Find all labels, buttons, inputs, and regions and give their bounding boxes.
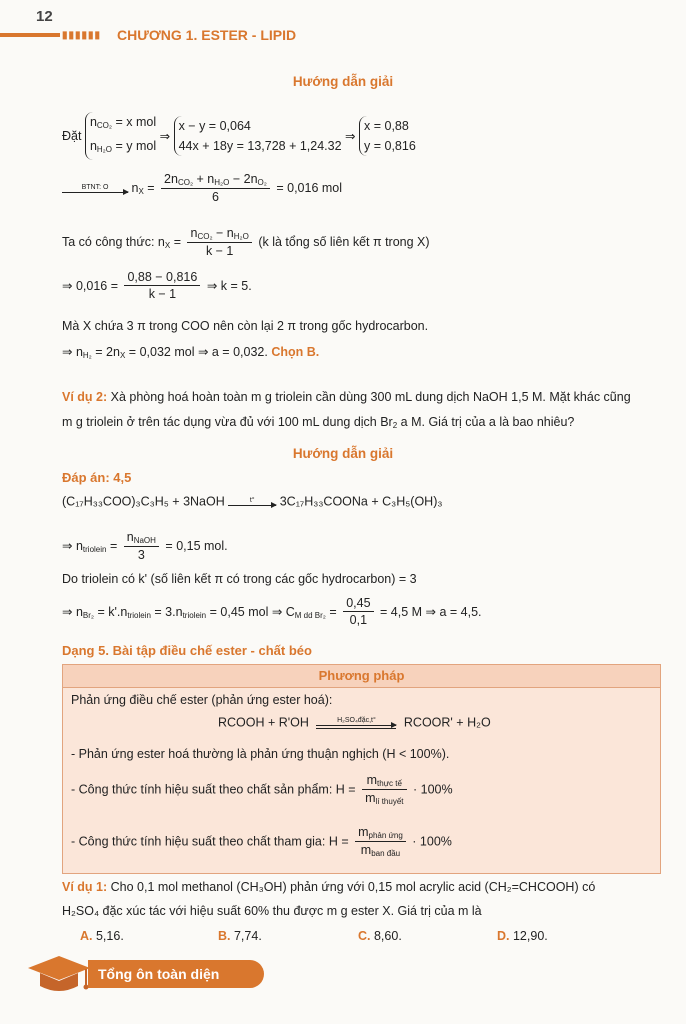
pi-text: Mà X chứa 3 π trong COO nên còn lại 2 π trong gốc hydrocarbon. [62,319,429,333]
option-a[interactable] [80,929,124,943]
formula-note: (k là tổng số liên kết π trong X) [258,235,430,249]
calc-k-left: ⇒ 0,016 = [62,279,118,293]
reaction-arrow [228,497,276,506]
equation-system: Đặt $n_{CO_2} = x$ mol $n_{H_2O} = y$ mol ⇒ x − y = 0,064 44x + 18y = 13,728 + 1,24.32 ⇒ x = 0,88 y = 0,816 [62,112,416,160]
system-1: $n_{CO_2} = x$ mol $n_{H_2O} = y$ mol [85,112,156,160]
example2-text2a: m g triolein ở trên tác dụng vừa đủ với 100 mL dung dịch Br [62,415,393,429]
graduation-cap-icon [24,952,94,1005]
header-bar [0,33,60,37]
formula-line: Ta có công thức: $n_X$ = $\frac{n_{CO_2} - n_{H_2O}}{k - 1}$ (k là tổng số liên kết π trong X) [62,226,430,258]
line4-num-sub: phản ứng [368,831,403,840]
equilibrium-arrow [316,717,396,729]
method-reaction-cond: H₂SO₄đặc,t° [337,716,376,724]
example3-line1 [62,880,595,894]
footer-book-title: Tổng ôn toàn diện [98,966,220,982]
esterification-reaction [218,715,491,730]
chapter-title: CHƯƠNG 1. ESTER - LIPID [117,27,297,43]
method-reaction-right: RCOOR' + H₂O [403,715,491,730]
ntriolein-line: ⇒ $n_{triolein}$ = $\frac{n_{NaOH}}{3}$ = 0,15 mol. [62,530,228,562]
calc-k-num: 0,88 − 0,816 [124,270,200,286]
solution-title-2: Hướng dẫn giải [292,446,394,461]
option-c-value: 8,60. [373,929,402,943]
example3-line2: H₂SO₄ đặc xúc tác với hiệu suất 60% thu được m g ester X. Giá trị của m là [62,904,482,918]
choose-answer: Chọn B. [271,345,320,359]
equation-nx: BTNT: O $n_X$ = $\frac{2n_{CO_2} + n_{H_2O} - 2n_{O_2}}{6}$ = 0,016 mol [62,172,342,204]
btnt-arrow [62,184,128,193]
line3-den-sub: lí thuyết [375,797,404,806]
method-title: Phương pháp [63,665,660,688]
calc-br-num: 0,45 [343,596,373,612]
option-c[interactable] [358,929,402,943]
line4-den-sub: ban đầu [371,849,401,858]
sys1-row1: = x mol [115,115,157,129]
formula-fraction: $\frac{n_{CO_2} - n_{H_2O}}{k - 1}$ [187,226,251,258]
sys3-row1: x = 0,88 [364,119,409,133]
reaction-left: (C₁₇H₃₃COO)₃C₃H₅ + 3NaOH [62,494,225,509]
sys2-row1: x − y = 0,064 [178,119,251,133]
option-d[interactable] [497,929,548,943]
yield-product-fraction: $\frac{m_{thực tế}}{m_{lí thuyết}}$ [362,773,406,806]
nx-result: = 0,016 mol [276,181,343,195]
example2-line2: m g triolein ở trên tác dụng vừa đủ với 100 mL dung dịch $Br_2$ a M. Giá trị của a là bao nhiêu? [62,415,575,430]
example3-label: Ví dụ 1: [62,880,108,894]
sys1-row2: = y mol [115,139,157,153]
option-d-value: 12,90. [512,929,548,943]
calc-br-fraction [343,596,373,627]
ntri-result: = 0,15 mol. [165,539,228,553]
sys2-row2: 44x + 18y = 13,728 + 1,24.32 [178,139,342,153]
method-line1: Phản ứng điều chế ester (phản ứng ester hoá): [71,693,333,707]
calc-br-den: 0,1 [349,613,368,627]
sys3-row2: y = 0,816 [364,139,416,153]
method-box [62,664,661,874]
option-b-value: 7,74. [233,929,262,943]
calc-k-fraction [124,270,200,301]
calc-k-den: k − 1 [148,287,177,301]
ntriolein-fraction: $\frac{n_{NaOH}}{3}$ [124,530,159,562]
set-label: Đặt [62,129,82,143]
option-b[interactable] [218,929,262,943]
header-dashes: ▮▮▮▮▮▮ [62,30,102,41]
k-text: Do triolein có k' (số liên kết π có trong các gốc hydrocarbon) = 3 [62,572,417,586]
reaction-cond: t° [249,497,255,505]
example2-label: Ví dụ 2: [62,390,108,404]
section5-title: Dạng 5. Bài tập điều chế ester - chất béo [62,643,312,658]
method-line2: - Phản ứng ester hoá thường là phản ứng thuận nghịch (H < 100%). [71,747,450,761]
example2-text1: Xà phòng hoá hoàn toàn m g triolein cần dùng 300 mL dung dịch NaOH 1,5 M. Mặt khác cũng [110,390,631,404]
calc-br-line: ⇒ $n_{Br_2} = k'.n_{triolein} = 3.n_{triolein} = 0,45$ mol ⇒ $C_{M dd Br_2}$ = $\frac{0,45}{0,1}$ = 4,5 M ⇒ a = 4,5. [62,596,482,627]
formula-den: k − 1 [205,244,234,258]
calc-h2-line: ⇒ $n_{H_2} = 2n_X = 0,032$ mol ⇒ a = 0,032. Chọn B. [62,345,320,360]
option-c-letter: C. [358,929,371,943]
calc-br-result: = 4,5 M ⇒ a = 4,5. [380,605,482,619]
calc-h2: = 2n [95,345,120,359]
option-a-value: 5,16. [95,929,124,943]
line4-tail: · 100% [412,834,452,849]
calc-br-mid: = k'.n [97,604,128,619]
option-b-letter: B. [218,929,231,943]
line3-tail: · 100% [412,782,453,797]
nx-den: 6 [211,190,219,204]
calc-br-mid3: = 0,45 mol ⇒ C [209,604,295,619]
btnt-label: BTNT: O [81,183,109,191]
ntri-den: 3 [137,548,145,562]
calc-br-mid2: = 3.n [154,604,183,619]
example2-line1 [62,390,631,404]
nx-fraction: $\frac{2n_{CO_2} + n_{H_2O} - 2n_{O_2}}{6}$ [161,172,270,204]
footer-banner [88,960,264,988]
option-a-letter: A. [80,929,93,943]
option-d-letter: D. [497,929,510,943]
method-line3 [71,773,453,806]
method-line3-text: - Công thức tính hiệu suất theo chất sản phẩm: H = [71,782,356,797]
calc-k-line [62,270,252,301]
solution-title-1: Hướng dẫn giải [292,74,394,89]
calc-k-result: ⇒ k = 5. [206,279,252,293]
example3-text1: Cho 0,1 mol methanol (CH₃OH) phản ứng với 0,15 mol acrylic acid (CH₂=CHCOOH) có [110,880,596,894]
yield-reactant-fraction: $\frac{m_{phản ứng}}{m_{ban đầu}}$ [355,825,406,858]
ntri-num: n [126,530,134,544]
saponification-reaction [62,494,442,509]
formula-label: Ta có công thức: n [62,234,165,249]
calc-h2-rest: = 0,032 mol ⇒ a = 0,032. [128,345,268,359]
system-2 [174,116,342,156]
method-line4-text: - Công thức tính hiệu suất theo chất tham gia: H = [71,834,349,849]
page-number: 12 [36,8,53,25]
reaction-right: 3C₁₇H₃₃COONa + C₃H₅(OH)₃ [279,494,443,509]
answer-label: Đáp án: 4,5 [62,470,132,485]
line3-num-sub: thực tế [377,779,402,788]
method-reaction-left: RCOOH + R'OH [218,715,309,730]
nx-num: 2n [164,172,178,186]
example2-text2b: a M. Giá trị của a là bao nhiêu? [400,415,575,429]
method-line4 [71,825,452,858]
system-3 [359,116,416,156]
